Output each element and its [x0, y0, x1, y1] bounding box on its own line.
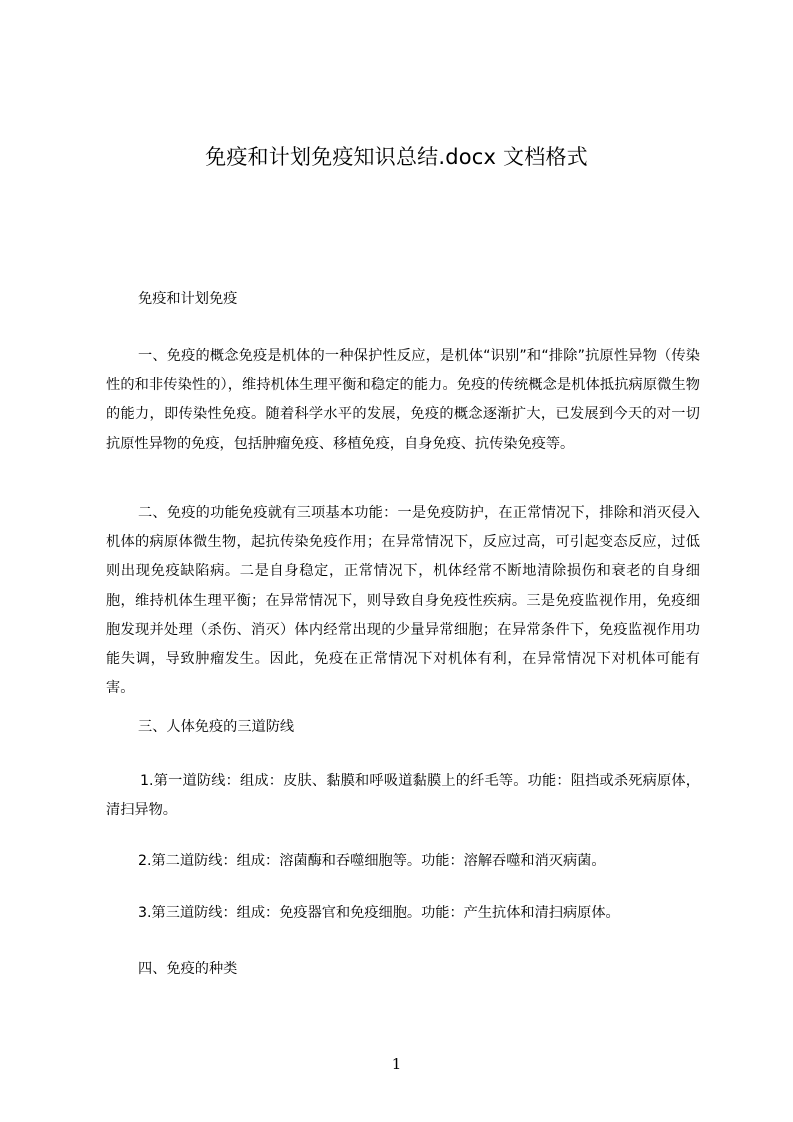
- document-title: 免疫和计划免疫知识总结.docx 文档格式: [205, 145, 588, 169]
- section-heading-defense-lines: 三、人体免疫的三道防线: [138, 719, 295, 735]
- defense-line-item: 3.第三道防线：组成：免疫器官和免疫细胞。功能：产生抗体和清扫病原体。: [138, 905, 620, 921]
- paragraph-immunity-function: 二、免疫的功能免疫就有三项基本功能：一是免疫防护，在正常情况下，排除和消灭侵入机体的病原体微生物，起抗传染免疫作用；在异常情况下，反应过高，可引起变态反应，过低则出现免疫缺陷病。二是自身稳定，正常情况下，机体经常不断地清除损伤和衰老的自身细胞，维持机体生理平衡；在异常情况下，则导致自身免疫性疾病。三是免疫监视作用，免疫细胞发现并处理（杀伤、消灭）体内经常出现的少量异常细胞；在异常条件下，免疫监视作用功能失调，导致肿瘤发生。因此，免疫在正常情况下对机体有利，在异常情况下对机体可能有害。: [106, 505, 700, 697]
- section-heading-immunity-types: 四、免疫的种类: [138, 961, 238, 977]
- page-number: 1: [391, 1055, 402, 1073]
- paragraph-immunity-concept: 一、免疫的概念免疫是机体的一种保护性反应，是机体“识别”和“排除”抗原性异物（传染性的和非传染性的），维持机体生理平衡和稳定的能力。免疫的传统概念是机体抵抗病原微生物的能力，即传染性免疫。随着科学水平的发展，免疫的概念逐渐扩大，已发展到今天的对一切抗原性异物的免疫，包括肿瘤免疫、移植免疫，自身免疫、抗传染免疫等。: [106, 348, 700, 452]
- subtitle: 免疫和计划免疫: [138, 291, 238, 307]
- defense-line-item: 2.第二道防线：组成：溶菌酶和吞噬细胞等。功能：溶解吞噬和消灭病菌。: [138, 853, 606, 869]
- defense-line-item: 1.第一道防线：组成：皮肤、黏膜和呼吸道黏膜上的纤毛等。功能：阻挡或杀死病原体，清扫异物。: [106, 773, 700, 819]
